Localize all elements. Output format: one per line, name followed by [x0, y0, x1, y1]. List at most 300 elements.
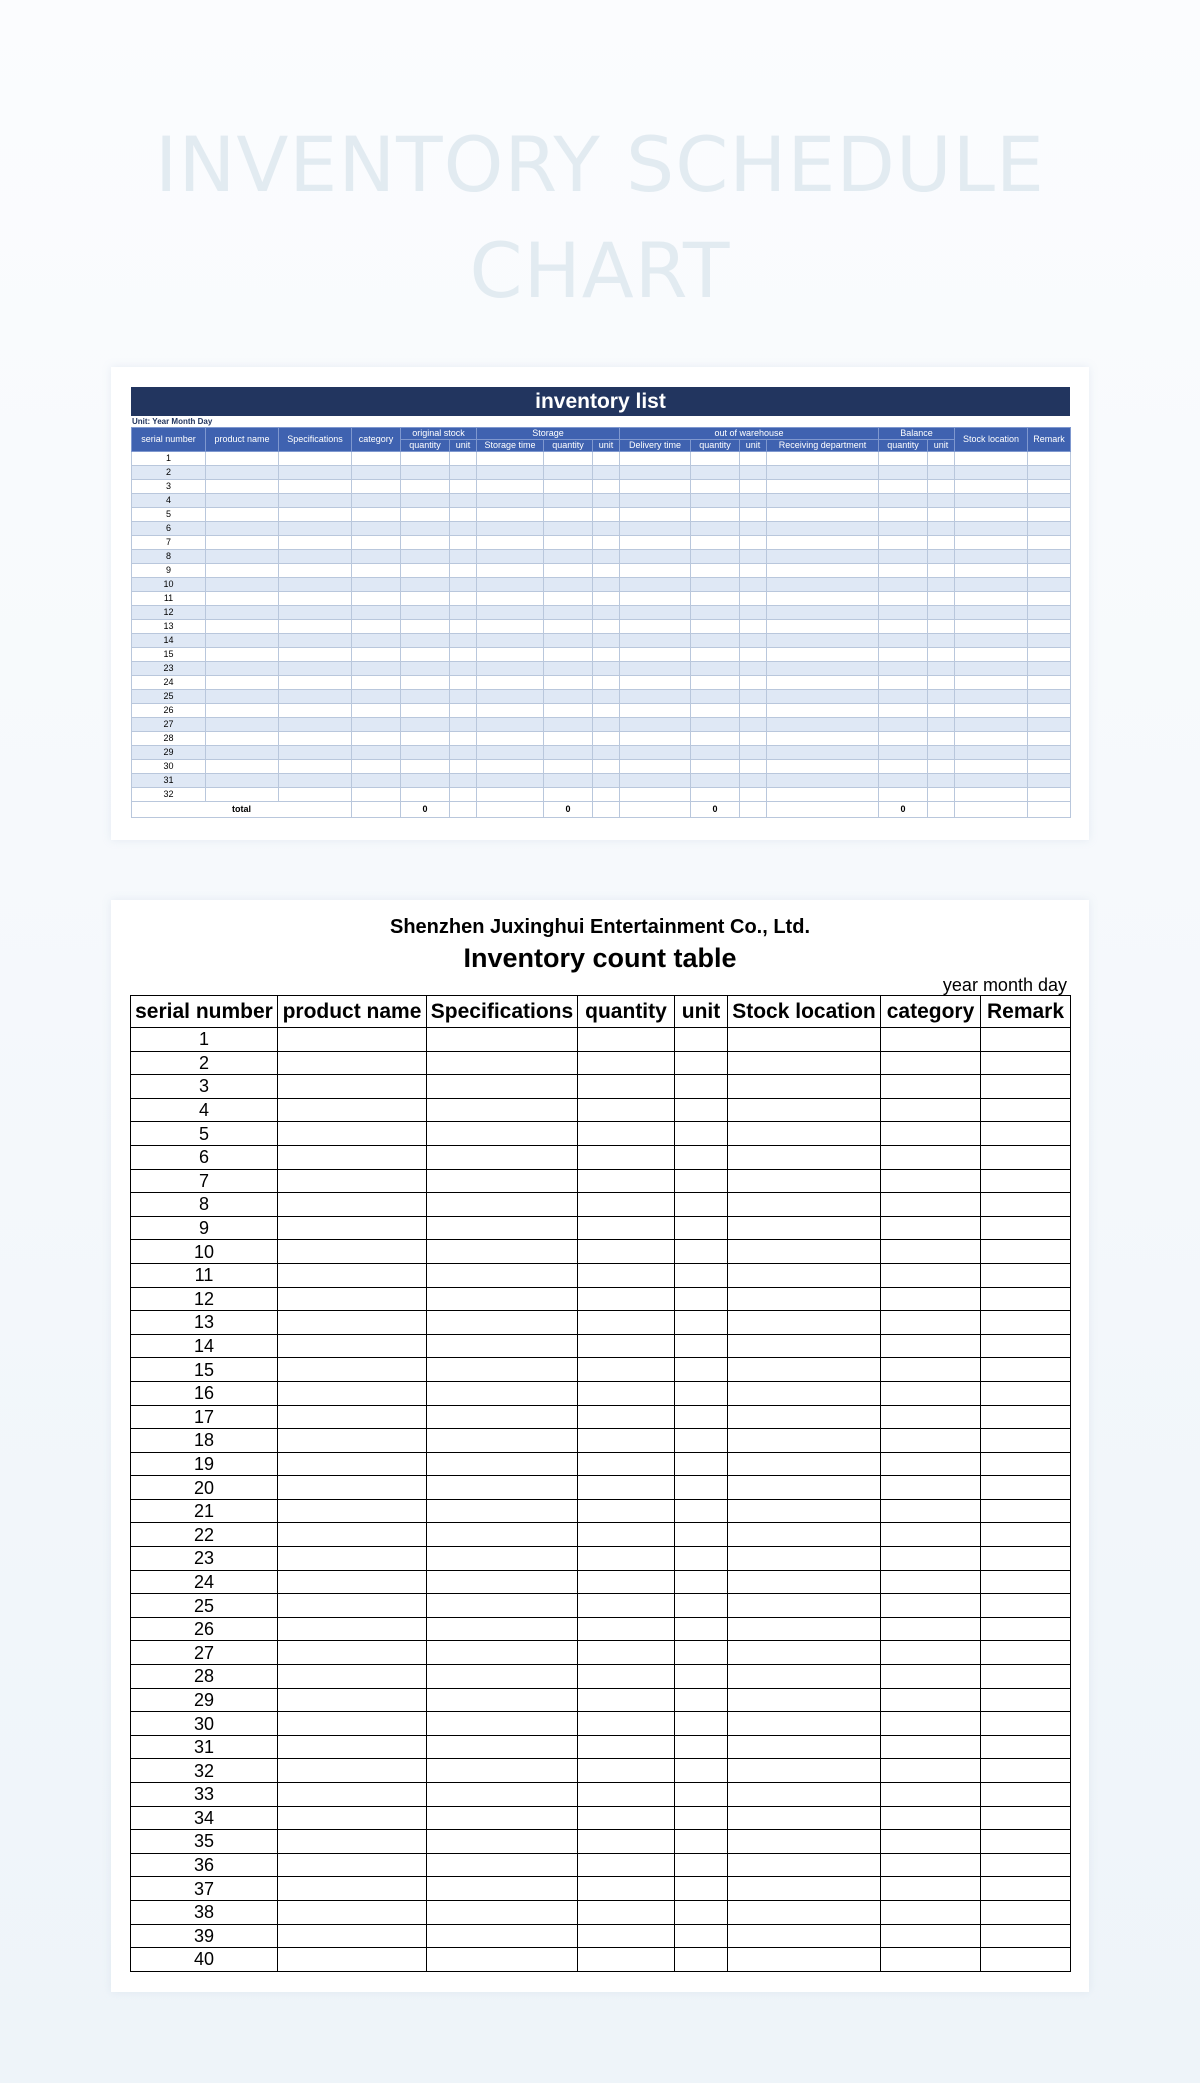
table-cell[interactable] — [1028, 536, 1071, 550]
table-cell[interactable] — [1028, 452, 1071, 466]
table-cell[interactable] — [767, 732, 879, 746]
table-cell[interactable] — [955, 480, 1028, 494]
table-cell[interactable] — [879, 634, 928, 648]
table-cell[interactable] — [450, 508, 477, 522]
table-cell[interactable] — [427, 1240, 578, 1264]
table-cell[interactable] — [578, 1476, 675, 1500]
table-cell[interactable] — [981, 1665, 1071, 1689]
table-cell[interactable] — [477, 788, 544, 802]
table-cell[interactable] — [981, 1594, 1071, 1618]
table-cell[interactable] — [981, 1830, 1071, 1854]
table-cell[interactable] — [767, 760, 879, 774]
table-cell[interactable] — [740, 508, 767, 522]
table-cell[interactable] — [450, 802, 477, 818]
table-cell[interactable] — [401, 592, 450, 606]
table-cell[interactable] — [450, 550, 477, 564]
table-cell[interactable] — [620, 746, 691, 760]
table-cell[interactable] — [593, 564, 620, 578]
table-cell[interactable] — [352, 550, 401, 564]
table-cell[interactable] — [728, 1334, 881, 1358]
table-cell[interactable] — [881, 1641, 981, 1665]
table-cell[interactable] — [675, 1263, 728, 1287]
table-cell[interactable] — [767, 606, 879, 620]
table-cell[interactable] — [981, 1452, 1071, 1476]
table-cell[interactable] — [955, 494, 1028, 508]
table-cell[interactable] — [740, 690, 767, 704]
table-cell[interactable] — [206, 788, 279, 802]
table-cell[interactable] — [544, 704, 593, 718]
table-cell[interactable] — [881, 1216, 981, 1240]
table-cell[interactable] — [278, 1948, 427, 1972]
table-cell[interactable] — [928, 606, 955, 620]
table-cell[interactable] — [879, 662, 928, 676]
table-cell[interactable] — [427, 1617, 578, 1641]
table-cell[interactable] — [427, 1948, 578, 1972]
table-cell[interactable] — [728, 1877, 881, 1901]
table-cell[interactable] — [578, 1948, 675, 1972]
table-cell[interactable] — [981, 1570, 1071, 1594]
table-cell[interactable] — [578, 1098, 675, 1122]
table-cell[interactable] — [206, 746, 279, 760]
table-cell[interactable] — [593, 648, 620, 662]
table-cell[interactable] — [881, 1783, 981, 1807]
table-cell[interactable] — [879, 452, 928, 466]
table-cell[interactable] — [278, 1263, 427, 1287]
table-cell[interactable] — [544, 732, 593, 746]
table-cell[interactable] — [881, 1405, 981, 1429]
table-cell[interactable] — [881, 1617, 981, 1641]
table-cell[interactable] — [544, 676, 593, 690]
table-cell[interactable] — [578, 1358, 675, 1382]
table-cell[interactable] — [881, 1145, 981, 1169]
table-cell[interactable] — [593, 774, 620, 788]
table-cell[interactable] — [593, 718, 620, 732]
table-cell[interactable] — [928, 788, 955, 802]
table-cell[interactable] — [544, 634, 593, 648]
table-cell[interactable] — [728, 1452, 881, 1476]
table-cell[interactable] — [352, 746, 401, 760]
table-cell[interactable] — [477, 718, 544, 732]
table-cell[interactable] — [767, 494, 879, 508]
table-cell[interactable] — [767, 508, 879, 522]
table-cell[interactable] — [578, 1429, 675, 1453]
table-cell[interactable] — [279, 466, 352, 480]
table-cell[interactable] — [352, 732, 401, 746]
table-cell[interactable] — [928, 550, 955, 564]
table-cell[interactable] — [928, 522, 955, 536]
table-cell[interactable] — [955, 732, 1028, 746]
table-cell[interactable] — [206, 564, 279, 578]
table-cell[interactable] — [593, 550, 620, 564]
table-cell[interactable] — [675, 1641, 728, 1665]
table-cell[interactable] — [578, 1311, 675, 1335]
table-cell[interactable] — [740, 788, 767, 802]
table-cell[interactable] — [879, 676, 928, 690]
table-cell[interactable] — [675, 1122, 728, 1146]
table-cell[interactable] — [981, 1263, 1071, 1287]
table-cell[interactable] — [620, 536, 691, 550]
table-cell[interactable] — [352, 774, 401, 788]
table-cell[interactable] — [427, 1830, 578, 1854]
table-cell[interactable] — [278, 1830, 427, 1854]
table-cell[interactable] — [401, 718, 450, 732]
table-cell[interactable] — [675, 1240, 728, 1264]
table-cell[interactable] — [593, 704, 620, 718]
table-cell[interactable] — [279, 578, 352, 592]
table-cell[interactable] — [691, 452, 740, 466]
table-cell[interactable] — [477, 760, 544, 774]
table-cell[interactable] — [767, 564, 879, 578]
table-cell[interactable] — [206, 522, 279, 536]
table-cell[interactable] — [981, 1877, 1071, 1901]
table-cell[interactable] — [981, 1216, 1071, 1240]
table-cell[interactable] — [593, 466, 620, 480]
table-cell[interactable] — [879, 746, 928, 760]
table-cell[interactable] — [278, 1853, 427, 1877]
table-cell[interactable] — [427, 1570, 578, 1594]
table-cell[interactable] — [544, 718, 593, 732]
table-cell[interactable] — [352, 648, 401, 662]
table-cell[interactable] — [981, 1405, 1071, 1429]
table-cell[interactable] — [427, 1405, 578, 1429]
table-cell[interactable] — [278, 1240, 427, 1264]
table-cell[interactable] — [544, 452, 593, 466]
table-cell[interactable] — [279, 564, 352, 578]
table-cell[interactable] — [544, 662, 593, 676]
table-cell[interactable] — [981, 1853, 1071, 1877]
table-cell[interactable] — [728, 1499, 881, 1523]
table-cell[interactable] — [740, 676, 767, 690]
table-cell[interactable] — [477, 648, 544, 662]
table-cell[interactable] — [427, 1429, 578, 1453]
table-cell[interactable] — [450, 564, 477, 578]
table-cell[interactable] — [675, 1051, 728, 1075]
table-cell[interactable] — [578, 1216, 675, 1240]
table-cell[interactable] — [450, 452, 477, 466]
table-cell[interactable] — [1028, 592, 1071, 606]
table-cell[interactable] — [278, 1547, 427, 1571]
table-cell[interactable] — [620, 452, 691, 466]
table-cell[interactable] — [767, 676, 879, 690]
table-cell[interactable] — [767, 662, 879, 676]
table-cell[interactable] — [206, 466, 279, 480]
table-cell[interactable] — [1028, 662, 1071, 676]
table-cell[interactable] — [593, 676, 620, 690]
table-cell[interactable] — [881, 1830, 981, 1854]
table-cell[interactable] — [401, 494, 450, 508]
table-cell[interactable] — [981, 1641, 1071, 1665]
table-cell[interactable] — [881, 1806, 981, 1830]
table-cell[interactable] — [278, 1358, 427, 1382]
table-cell[interactable] — [691, 634, 740, 648]
table-cell[interactable] — [427, 1547, 578, 1571]
table-cell[interactable] — [427, 1783, 578, 1807]
table-cell[interactable] — [981, 1523, 1071, 1547]
table-cell[interactable] — [881, 1594, 981, 1618]
table-cell[interactable] — [427, 1712, 578, 1736]
table-cell[interactable] — [279, 634, 352, 648]
table-cell[interactable] — [955, 760, 1028, 774]
table-cell[interactable] — [278, 1098, 427, 1122]
table-cell[interactable] — [427, 1075, 578, 1099]
table-cell[interactable] — [620, 802, 691, 818]
table-cell[interactable] — [279, 648, 352, 662]
table-cell[interactable] — [450, 676, 477, 690]
table-cell[interactable] — [206, 550, 279, 564]
table-cell[interactable] — [477, 550, 544, 564]
table-cell[interactable] — [728, 1547, 881, 1571]
table-cell[interactable] — [879, 620, 928, 634]
table-cell[interactable] — [1028, 606, 1071, 620]
table-cell[interactable] — [477, 732, 544, 746]
table-cell[interactable] — [427, 1381, 578, 1405]
table-cell[interactable] — [1028, 480, 1071, 494]
table-cell[interactable] — [740, 550, 767, 564]
table-cell[interactable] — [740, 704, 767, 718]
table-cell[interactable] — [401, 606, 450, 620]
table-cell[interactable] — [278, 1405, 427, 1429]
table-cell[interactable] — [352, 606, 401, 620]
table-cell[interactable] — [278, 1735, 427, 1759]
table-cell[interactable] — [1028, 774, 1071, 788]
table-cell[interactable] — [728, 1075, 881, 1099]
table-cell[interactable] — [981, 1783, 1071, 1807]
table-cell[interactable] — [578, 1594, 675, 1618]
table-cell[interactable] — [279, 480, 352, 494]
table-cell[interactable] — [578, 1877, 675, 1901]
table-cell[interactable] — [593, 536, 620, 550]
table-cell[interactable] — [278, 1381, 427, 1405]
table-cell[interactable] — [578, 1924, 675, 1948]
table-cell[interactable] — [593, 634, 620, 648]
table-cell[interactable] — [206, 718, 279, 732]
table-cell[interactable] — [578, 1122, 675, 1146]
table-cell[interactable] — [675, 1476, 728, 1500]
table-cell[interactable] — [1028, 620, 1071, 634]
table-cell[interactable] — [691, 606, 740, 620]
table-cell[interactable] — [620, 676, 691, 690]
table-cell[interactable] — [427, 1145, 578, 1169]
table-cell[interactable] — [728, 1830, 881, 1854]
table-cell[interactable] — [675, 1570, 728, 1594]
table-cell[interactable] — [728, 1287, 881, 1311]
table-cell[interactable] — [955, 578, 1028, 592]
table-cell[interactable] — [955, 522, 1028, 536]
table-cell[interactable] — [879, 592, 928, 606]
table-cell[interactable] — [675, 1499, 728, 1523]
table-cell[interactable] — [477, 508, 544, 522]
table-cell[interactable] — [278, 1900, 427, 1924]
table-cell[interactable] — [578, 1287, 675, 1311]
table-cell[interactable] — [928, 662, 955, 676]
table-cell[interactable] — [1028, 494, 1071, 508]
table-cell[interactable] — [981, 1924, 1071, 1948]
table-cell[interactable] — [401, 676, 450, 690]
table-cell[interactable] — [981, 1735, 1071, 1759]
table-cell[interactable] — [352, 718, 401, 732]
table-cell[interactable] — [675, 1900, 728, 1924]
table-cell[interactable] — [206, 662, 279, 676]
table-cell[interactable] — [767, 704, 879, 718]
table-cell[interactable] — [981, 1098, 1071, 1122]
table-cell[interactable] — [206, 452, 279, 466]
table-cell[interactable] — [675, 1075, 728, 1099]
table-cell[interactable] — [981, 1688, 1071, 1712]
table-cell[interactable] — [675, 1877, 728, 1901]
table-cell[interactable] — [879, 480, 928, 494]
table-cell[interactable] — [401, 564, 450, 578]
table-cell[interactable] — [401, 536, 450, 550]
table-cell[interactable] — [955, 564, 1028, 578]
table-cell[interactable] — [578, 1806, 675, 1830]
table-cell[interactable] — [879, 494, 928, 508]
table-cell[interactable] — [675, 1523, 728, 1547]
table-cell[interactable] — [450, 466, 477, 480]
table-cell[interactable] — [278, 1145, 427, 1169]
table-cell[interactable] — [450, 760, 477, 774]
table-cell[interactable] — [593, 620, 620, 634]
table-cell[interactable] — [740, 662, 767, 676]
table-cell[interactable] — [427, 1759, 578, 1783]
table-cell[interactable] — [881, 1358, 981, 1382]
table-cell[interactable] — [450, 648, 477, 662]
table-cell[interactable] — [278, 1924, 427, 1948]
table-cell[interactable] — [450, 592, 477, 606]
table-cell[interactable] — [881, 1311, 981, 1335]
table-cell[interactable] — [691, 732, 740, 746]
table-cell[interactable] — [278, 1193, 427, 1217]
table-cell[interactable] — [427, 1806, 578, 1830]
table-cell[interactable] — [620, 774, 691, 788]
table-cell[interactable] — [675, 1712, 728, 1736]
table-cell[interactable] — [675, 1311, 728, 1335]
table-cell[interactable] — [767, 718, 879, 732]
table-cell[interactable] — [279, 746, 352, 760]
table-cell[interactable] — [278, 1499, 427, 1523]
table-cell[interactable] — [691, 774, 740, 788]
table-cell[interactable] — [928, 452, 955, 466]
table-cell[interactable] — [593, 508, 620, 522]
table-cell[interactable] — [578, 1759, 675, 1783]
table-cell[interactable] — [578, 1193, 675, 1217]
table-cell[interactable] — [401, 466, 450, 480]
table-cell[interactable] — [477, 704, 544, 718]
table-cell[interactable] — [767, 788, 879, 802]
table-cell[interactable] — [427, 1665, 578, 1689]
table-cell[interactable] — [427, 1098, 578, 1122]
table-cell[interactable] — [675, 1688, 728, 1712]
table-cell[interactable] — [620, 620, 691, 634]
table-cell[interactable] — [477, 494, 544, 508]
table-cell[interactable] — [544, 606, 593, 620]
table-cell[interactable] — [1028, 690, 1071, 704]
table-cell[interactable] — [981, 1358, 1071, 1382]
table-cell[interactable] — [450, 704, 477, 718]
table-cell[interactable] — [450, 718, 477, 732]
table-cell[interactable] — [955, 634, 1028, 648]
table-cell[interactable] — [981, 1806, 1071, 1830]
table-cell[interactable] — [881, 1263, 981, 1287]
table-cell[interactable] — [450, 494, 477, 508]
table-cell[interactable] — [278, 1452, 427, 1476]
table-cell[interactable] — [352, 466, 401, 480]
table-cell[interactable] — [352, 592, 401, 606]
table-cell[interactable] — [544, 536, 593, 550]
table-cell[interactable] — [206, 760, 279, 774]
table-cell[interactable] — [981, 1712, 1071, 1736]
table-cell[interactable] — [740, 578, 767, 592]
table-cell[interactable] — [675, 1193, 728, 1217]
table-cell[interactable] — [279, 522, 352, 536]
table-cell[interactable] — [691, 620, 740, 634]
table-cell[interactable] — [928, 494, 955, 508]
table-cell[interactable] — [427, 1051, 578, 1075]
table-cell[interactable] — [401, 634, 450, 648]
table-cell[interactable] — [767, 578, 879, 592]
table-cell[interactable] — [728, 1570, 881, 1594]
table-cell[interactable] — [578, 1665, 675, 1689]
table-cell[interactable] — [578, 1900, 675, 1924]
table-cell[interactable] — [578, 1853, 675, 1877]
table-cell[interactable] — [477, 522, 544, 536]
table-cell[interactable] — [593, 662, 620, 676]
table-cell[interactable] — [675, 1594, 728, 1618]
table-cell[interactable] — [1028, 676, 1071, 690]
table-cell[interactable] — [620, 564, 691, 578]
table-cell[interactable] — [620, 760, 691, 774]
table-cell[interactable] — [1028, 760, 1071, 774]
table-cell[interactable] — [881, 1523, 981, 1547]
table-cell[interactable] — [767, 802, 879, 818]
table-cell[interactable] — [767, 592, 879, 606]
table-cell[interactable] — [620, 634, 691, 648]
table-cell[interactable] — [279, 606, 352, 620]
table-cell[interactable] — [955, 606, 1028, 620]
table-cell[interactable] — [881, 1381, 981, 1405]
table-cell[interactable] — [675, 1853, 728, 1877]
table-cell[interactable] — [450, 620, 477, 634]
table-cell[interactable] — [593, 690, 620, 704]
table-cell[interactable] — [1028, 550, 1071, 564]
table-cell[interactable] — [477, 774, 544, 788]
table-cell[interactable] — [278, 1594, 427, 1618]
table-cell[interactable] — [728, 1948, 881, 1972]
table-cell[interactable] — [691, 788, 740, 802]
table-cell[interactable] — [728, 1806, 881, 1830]
table-cell[interactable] — [279, 452, 352, 466]
table-cell[interactable] — [879, 606, 928, 620]
table-cell[interactable] — [728, 1098, 881, 1122]
table-cell[interactable] — [352, 760, 401, 774]
table-cell[interactable] — [352, 452, 401, 466]
table-cell[interactable] — [1028, 466, 1071, 480]
table-cell[interactable] — [279, 620, 352, 634]
table-cell[interactable] — [691, 704, 740, 718]
table-cell[interactable] — [578, 1145, 675, 1169]
table-cell[interactable] — [675, 1145, 728, 1169]
table-cell[interactable] — [728, 1216, 881, 1240]
table-cell[interactable] — [206, 536, 279, 550]
table-cell[interactable] — [879, 690, 928, 704]
table-cell[interactable] — [691, 522, 740, 536]
table-cell[interactable] — [881, 1853, 981, 1877]
table-cell[interactable] — [620, 494, 691, 508]
table-cell[interactable] — [620, 578, 691, 592]
table-cell[interactable] — [740, 774, 767, 788]
table-cell[interactable] — [955, 648, 1028, 662]
table-cell[interactable] — [206, 690, 279, 704]
table-cell[interactable] — [955, 536, 1028, 550]
